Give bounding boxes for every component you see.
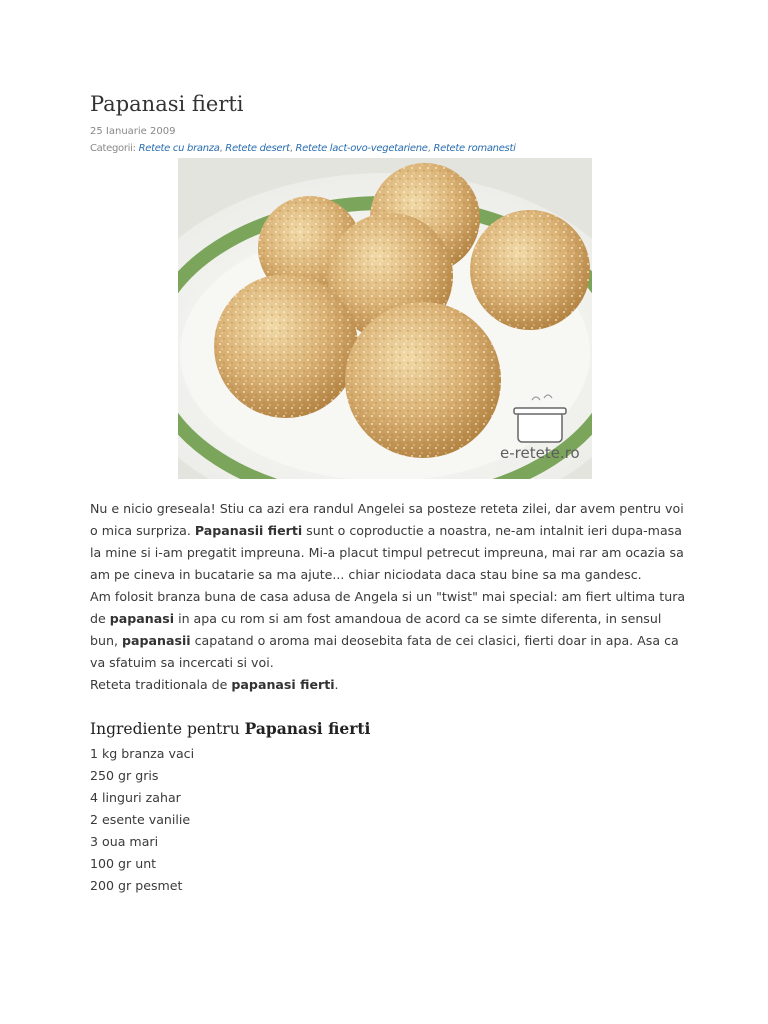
bold-text: papanasi [109,611,175,626]
ingredient-item: 2 esente vanilie [90,812,191,827]
ingredient-item: 3 oua mari [90,834,159,849]
ingredient-item: 4 linguri zahar [90,790,181,805]
post-date: 25 Ianuarie 2009 [90,126,176,137]
category-separator: , [427,143,434,154]
ingredient-item: 1 kg branza vaci [90,746,195,761]
text-run: capatand o aroma mai deosebita fata de cei clasici, fierti doar in apa. Asa ca va sfatuim sa incercati si voi. [90,633,679,670]
text-run: Am folosit branza buna de casa adusa de Angela si un "twist" mai special: am fiert ultima tura de [90,589,686,626]
paragraph [90,586,690,674]
article-body [90,498,690,696]
ingredients-heading-bold: Papanasi fierti [244,719,371,738]
recipe-photo [178,158,592,479]
text-run: sunt o coproductie a noastra, ne-am intalnit ieri dupa-masa la mine si i-am pregatit impreuna. Mi-a placut timpul petrecut impreuna, mai rar am ocazia sa am pe cineva in bucatarie sa ma ajute... chiar niciodata daca stau bine sa ma gandesc. [90,523,684,582]
ingredients-heading-prefix: Ingrediente pentru [90,720,245,738]
papanasi-image [178,158,592,479]
text-run: Nu e nicio greseala! Stiu ca azi era randul Angelei sa posteze reteta zilei, dar avem pentru voi o mica surpriza. [90,501,684,538]
text-run: . [334,677,339,692]
ingredients-heading [90,719,370,738]
category-link[interactable]: Retete romanesti [433,143,516,154]
ingredient-item: 250 gr gris [90,768,159,783]
text-run: in apa cu rom si am fost amandoua de acord ca se simte diferenta, in sensul bun, [90,611,662,648]
categories-label: Categorii: [90,143,136,154]
categories [90,143,516,154]
category-link[interactable]: Retete desert [225,143,290,154]
bold-text: Papanasii fierti [194,523,303,538]
category-separator: , [289,143,296,154]
bold-text: papanasi fierti [231,677,335,692]
page-title: Papanasi fierti [90,92,244,116]
paragraph [90,498,690,586]
category-links [139,143,516,154]
category-link[interactable]: Retete lact-ovo-vegetariene [295,143,428,154]
ingredient-item: 100 gr unt [90,856,157,871]
watermark: e-retete.ro [500,444,580,462]
bold-text: papanasii [121,633,191,648]
paragraph [90,674,690,696]
ingredients-list [90,743,194,897]
ingredient-item: 200 gr pesmet [90,878,183,893]
category-link[interactable]: Retete cu branza [138,143,220,154]
category-separator: , [219,143,226,154]
text-run: Reteta traditionala de [90,677,232,692]
